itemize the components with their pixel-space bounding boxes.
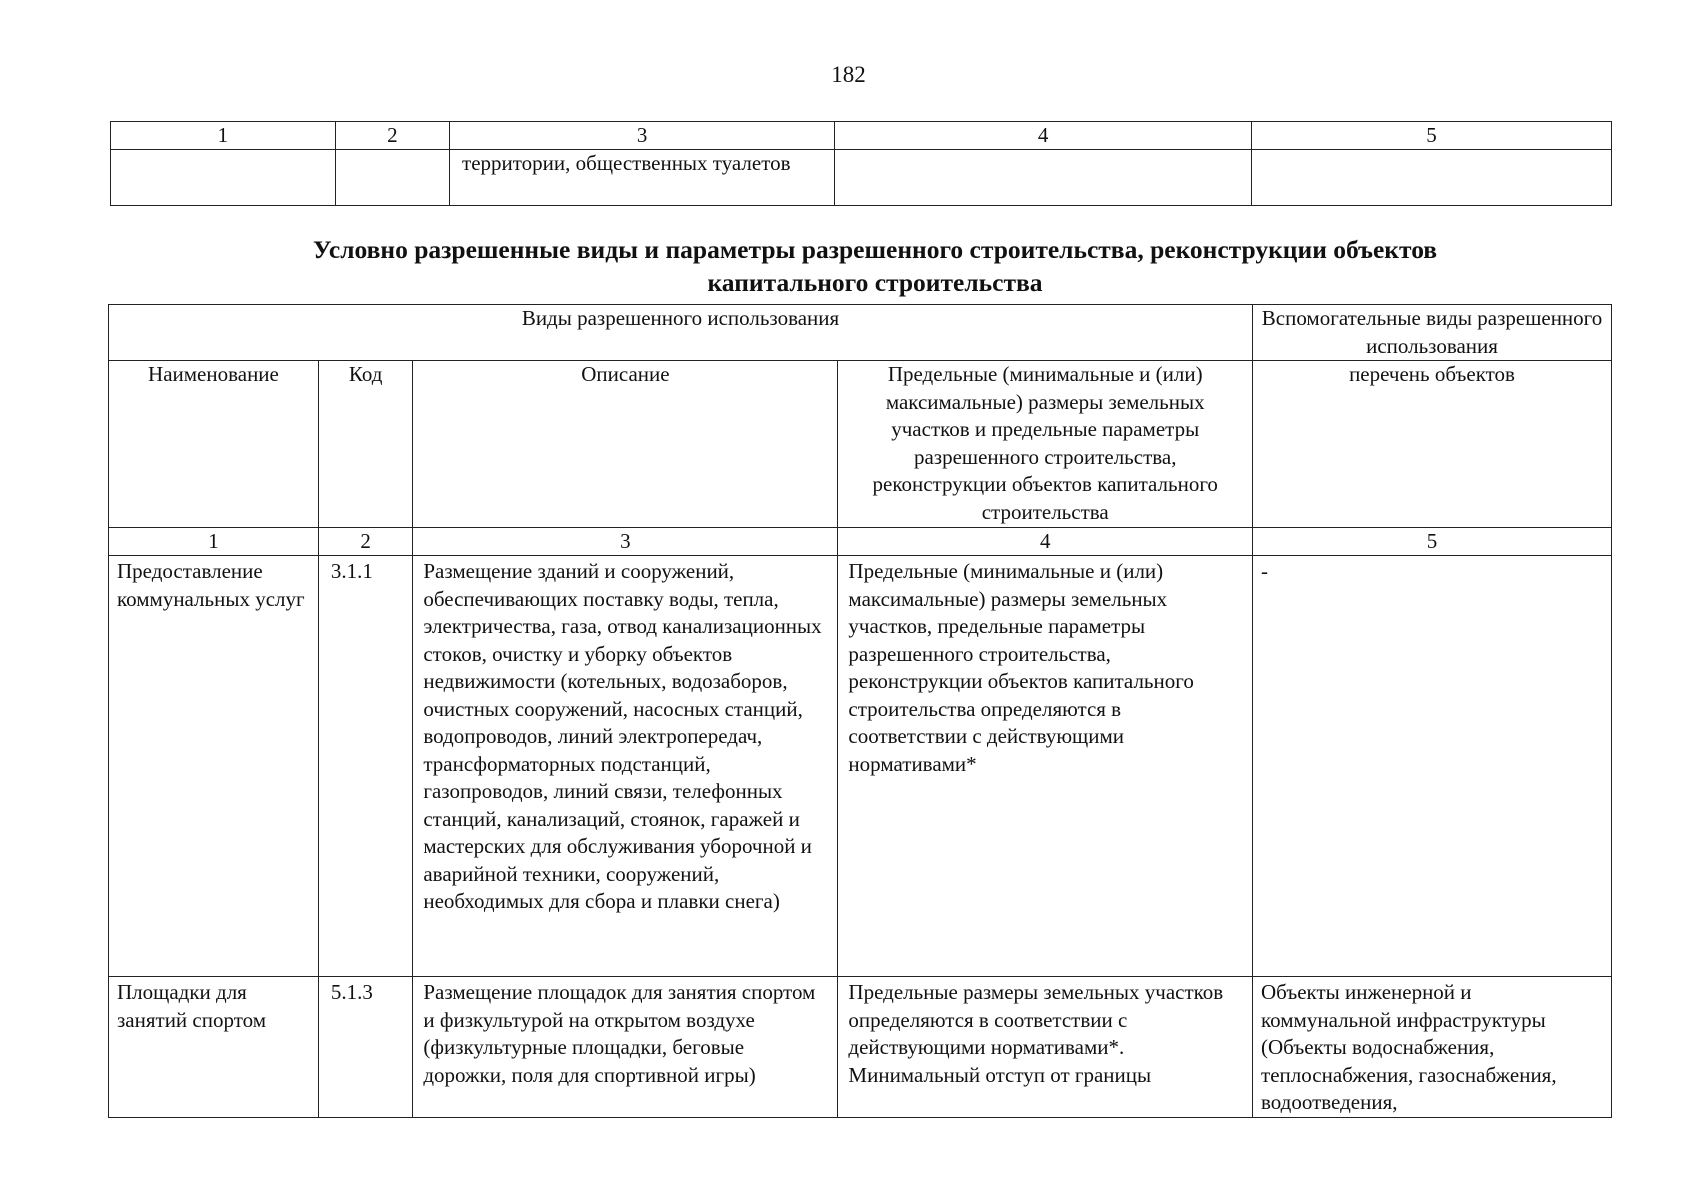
section-heading-line: капитального строительства xyxy=(707,268,1043,297)
cell-name: Предоставление коммунальных услуг xyxy=(109,556,319,977)
column-number: 3 xyxy=(413,528,838,556)
table-column-numbers-row xyxy=(111,122,1612,150)
cell-description: Размещение зданий и сооружений, обеспечивающих поставку воды, тепла, электричества, газа, отвод канализационных стоков, очистку и уборку объектов недвижимости (котельных, водозаборов, очистных сооружений, насосных станций, водопроводов, линий электропередач, трансформаторных подстанций, газопроводов, линий связи, телефонных станций, канализаций, стоянок, гаражей и мастерских для обслуживания уборочной и аварийной техники, сооружений, необходимых для сбора и плавки снега) xyxy=(413,556,838,977)
section-heading xyxy=(150,233,1600,299)
column-number: 4 xyxy=(838,528,1253,556)
section-heading-line: Условно разрешенные виды и параметры разрешенного строительства, реконструкции объектов xyxy=(312,235,1438,264)
cell-parameters: Предельные (минимальные и (или) максимальные) размеры земельных участков, предельные параметры разрешенного строительства, реконструкции объектов капитального строительства определяются в соответствии с действующими нормативами* xyxy=(838,556,1253,977)
table-cell xyxy=(111,150,336,206)
column-number: 5 xyxy=(1251,122,1611,150)
table-cell xyxy=(335,150,449,206)
column-header-description: Описание xyxy=(413,361,838,528)
column-number: 3 xyxy=(450,122,835,150)
column-number: 5 xyxy=(1253,528,1612,556)
table-row xyxy=(111,150,1612,206)
column-number: 1 xyxy=(111,122,336,150)
table-cell xyxy=(1251,150,1611,206)
column-header-parameters: Предельные (минимальные и (или) максимальные) размеры земельных участков и предельные параметры разрешенного строительства, реконструкции объектов капитального строительства xyxy=(838,361,1253,528)
cell-name: Площадки для занятий спортом xyxy=(109,977,319,1118)
table-cell: территории, общественных туалетов xyxy=(450,150,835,206)
column-header-code: Код xyxy=(318,361,412,528)
table-cell xyxy=(835,150,1252,206)
page-number: 182 xyxy=(831,62,866,87)
column-number: 2 xyxy=(318,528,412,556)
table-row xyxy=(109,977,1612,1118)
cell-auxiliary: Объекты инженерной и коммунальной инфраструктуры (Объекты водоснабжения, теплоснабжения, газоснабжения, водоотведения, xyxy=(1253,977,1612,1118)
table-column-numbers-row xyxy=(109,528,1612,556)
continued-table xyxy=(110,121,1612,206)
cell-auxiliary: - xyxy=(1253,556,1612,977)
column-number: 4 xyxy=(835,122,1252,150)
cell-code: 3.1.1 xyxy=(318,556,412,977)
column-number: 1 xyxy=(109,528,319,556)
table-group-header-row xyxy=(109,305,1612,361)
cell-description: Размещение площадок для занятия спортом и физкультурой на открытом воздухе (физкультурные площадки, беговые дорожки, поля для спортивной игры) xyxy=(413,977,838,1118)
conditional-uses-table xyxy=(108,304,1612,1118)
column-number: 2 xyxy=(335,122,449,150)
cell-parameters: Предельные размеры земельных участков определяются в соответствии с действующими нормативами*. Минимальный отступ от границы xyxy=(838,977,1253,1118)
group-header-auxiliary-uses: Вспомогательные виды разрешенного использования xyxy=(1253,305,1612,361)
group-header-permitted-uses: Виды разрешенного использования xyxy=(109,305,1253,361)
column-header-name: Наименование xyxy=(109,361,319,528)
column-header-objects-list: перечень объектов xyxy=(1253,361,1612,528)
table-column-header-row xyxy=(109,361,1612,528)
cell-code: 5.1.3 xyxy=(318,977,412,1118)
table-row xyxy=(109,556,1612,977)
